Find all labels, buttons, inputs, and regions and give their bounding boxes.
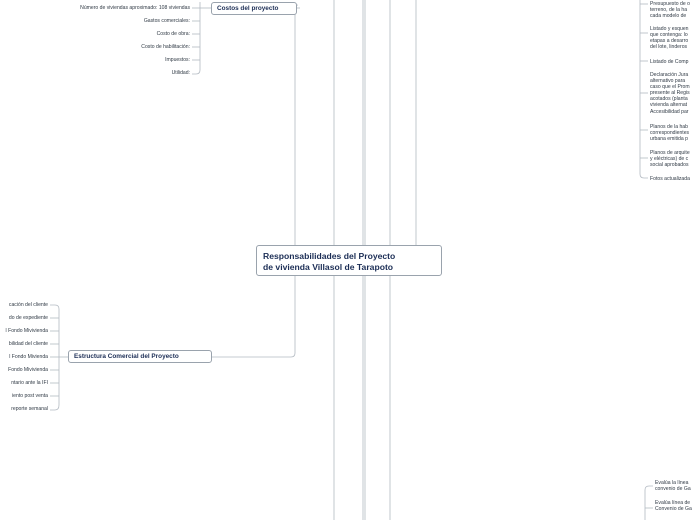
doc-item[interactable]: Fotos actualizada: [650, 176, 690, 182]
commercial-item[interactable]: ntario ante la IFI: [11, 380, 48, 386]
cost-item[interactable]: Utilidad:: [171, 70, 190, 76]
commercial-node[interactable]: [68, 350, 212, 363]
commercial-item[interactable]: cación del cliente: [8, 302, 48, 308]
commercial-item[interactable]: do de expediente: [8, 315, 48, 321]
eval-item[interactable]: Evalúa la línea convenio de Ga: [655, 480, 691, 493]
eval-item[interactable]: Evalúa línea de Convenio de Ga: [655, 500, 692, 513]
doc-item[interactable]: Listado y esquen que contenga: lo etapas a desarro del lote, linderos: [650, 26, 689, 51]
doc-item[interactable]: Declaración Jura alternativo para caso que el Prom presente al Regis acotados (planta vivienda alternat Accesibilidad par: [650, 72, 690, 115]
root-node[interactable]: [256, 245, 442, 276]
costs-node[interactable]: [211, 2, 297, 15]
root-title-line1: Responsabilidades del Proyecto: [263, 251, 396, 261]
costs-title: Costos del proyecto: [217, 5, 279, 12]
cost-item[interactable]: Costo de habilitación:: [141, 44, 190, 50]
cost-item[interactable]: Costo de obra:: [156, 31, 190, 37]
commercial-item[interactable]: iento post venta: [12, 393, 48, 399]
cost-item[interactable]: Número de viviendas aproximado: 108 viviendas: [80, 5, 190, 11]
root-to-costs-link: [295, 5, 298, 245]
root-title-line2: de vivienda Villasol de Tarapoto: [263, 261, 394, 272]
cost-item[interactable]: Gastos comerciales:: [143, 18, 190, 24]
doc-item[interactable]: Listado de Comp: [650, 59, 689, 65]
doc-item[interactable]: Planos de la hab correspondientes urbana emitida p: [650, 124, 690, 143]
doc-item[interactable]: Presupuesto de o terreno, de la ha cada modelo de: [650, 1, 690, 20]
commercial-item[interactable]: bilidad del cliente: [8, 341, 48, 347]
commercial-title: Estructura Comercial del Proyecto: [74, 353, 179, 360]
commercial-item[interactable]: Fondo Mivivienda: [8, 367, 48, 373]
cost-item[interactable]: Impuestos:: [165, 57, 190, 63]
commercial-item[interactable]: reporte semanal: [11, 406, 48, 412]
commercial-item[interactable]: l Fondo Mivivienda: [5, 328, 48, 334]
commercial-item[interactable]: l Fondo Mivienda: [9, 354, 48, 360]
root-to-commercial-link: [212, 276, 295, 357]
doc-item[interactable]: Planos de arquite y eléctricas) de c social aprobados: [650, 150, 690, 169]
